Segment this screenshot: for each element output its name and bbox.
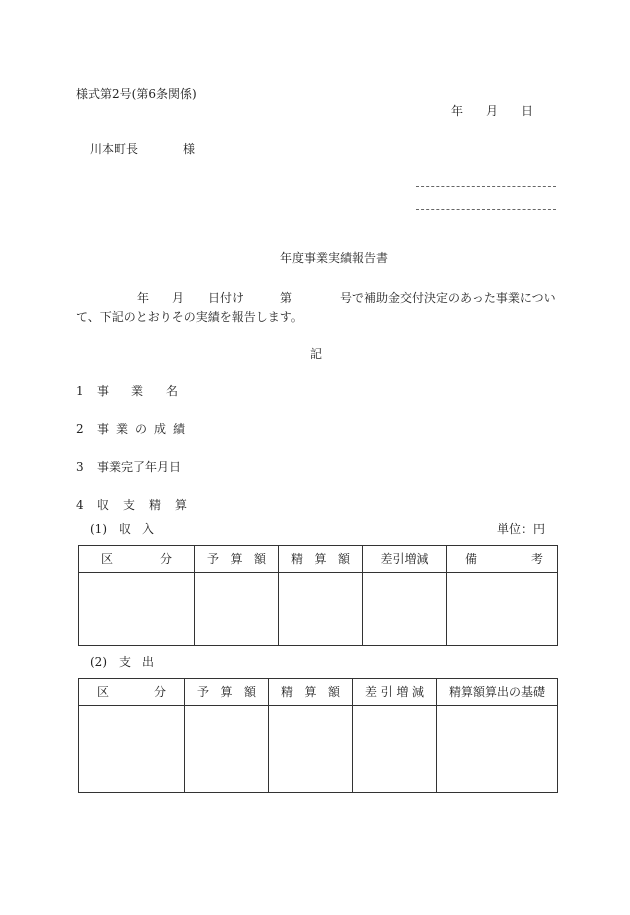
income-table xyxy=(78,545,558,646)
item-number: 2 xyxy=(76,422,84,436)
ki-heading: 記 xyxy=(310,347,323,361)
unit-label: 単位：円 xyxy=(497,522,546,536)
body-month: 月 xyxy=(172,291,185,305)
header-settled: 精 算 額 xyxy=(279,546,363,573)
addressee-suffix: 様 xyxy=(183,142,196,156)
table-row xyxy=(79,706,558,793)
item-number: 4 xyxy=(76,498,84,512)
item-char: 精 xyxy=(149,498,162,512)
item-char: 算 xyxy=(175,498,188,512)
table-cell[interactable] xyxy=(79,573,195,646)
table-header-row xyxy=(79,679,558,706)
income-number: (1) xyxy=(90,522,107,536)
item-char: 業 xyxy=(116,422,129,436)
item-char: 成 xyxy=(154,422,167,436)
header-category: 区 分 xyxy=(79,679,185,706)
item-char: 名 xyxy=(166,384,179,398)
applicant-line-1 xyxy=(416,186,556,187)
item-char: の xyxy=(135,422,148,436)
item-text: 事業完了年月日 xyxy=(97,460,182,474)
table-cell[interactable] xyxy=(269,706,353,793)
body-number-prefix: 第 xyxy=(280,291,293,305)
table-cell[interactable] xyxy=(195,573,279,646)
expense-number: (2) xyxy=(90,655,107,669)
income-char: 収 xyxy=(119,522,132,536)
applicant-line-2 xyxy=(416,209,556,210)
date-month-label: 月 xyxy=(486,104,499,118)
date-day-label: 日 xyxy=(521,104,534,118)
item-char: 収 xyxy=(97,498,110,512)
table-cell[interactable] xyxy=(363,573,447,646)
table-cell[interactable] xyxy=(437,706,558,793)
header-remarks: 備 考 xyxy=(447,546,558,573)
header-category: 区 分 xyxy=(79,546,195,573)
income-char: 入 xyxy=(142,522,155,536)
table-cell[interactable] xyxy=(279,573,363,646)
document-title: 年度事業実績報告書 xyxy=(280,251,389,265)
table-header-row xyxy=(79,546,558,573)
table-cell[interactable] xyxy=(79,706,185,793)
table-cell[interactable] xyxy=(185,706,269,793)
table-cell[interactable] xyxy=(353,706,437,793)
table-cell[interactable] xyxy=(447,573,558,646)
date-year-label: 年 xyxy=(451,104,464,118)
expense-char: 出 xyxy=(142,655,155,669)
header-budget: 予 算 額 xyxy=(185,679,269,706)
header-difference: 差引増減 xyxy=(363,546,447,573)
item-char: 績 xyxy=(173,422,186,436)
body-line-2: て、下記のとおりその実績を報告します。 xyxy=(76,310,303,324)
header-difference: 差 引 増 減 xyxy=(353,679,437,706)
table-row xyxy=(79,573,558,646)
body-year: 年 xyxy=(137,291,150,305)
item-number: 1 xyxy=(76,384,84,398)
body-day: 日付け xyxy=(208,291,245,305)
item-char: 事 xyxy=(97,384,110,398)
item-char: 業 xyxy=(131,384,144,398)
expense-char: 支 xyxy=(119,655,132,669)
item-char: 事 xyxy=(97,422,110,436)
item-char: 支 xyxy=(123,498,136,512)
header-basis: 精算額算出の基礎 xyxy=(437,679,558,706)
body-rest: 号で補助金交付決定のあった事業につい xyxy=(340,291,556,305)
header-budget: 予 算 額 xyxy=(195,546,279,573)
header-settled: 精 算 額 xyxy=(269,679,353,706)
form-number: 様式第2号(第6条関係) xyxy=(76,87,197,101)
expense-table xyxy=(78,678,558,793)
item-number: 3 xyxy=(76,460,84,474)
addressee-name: 川本町長 xyxy=(90,142,139,156)
